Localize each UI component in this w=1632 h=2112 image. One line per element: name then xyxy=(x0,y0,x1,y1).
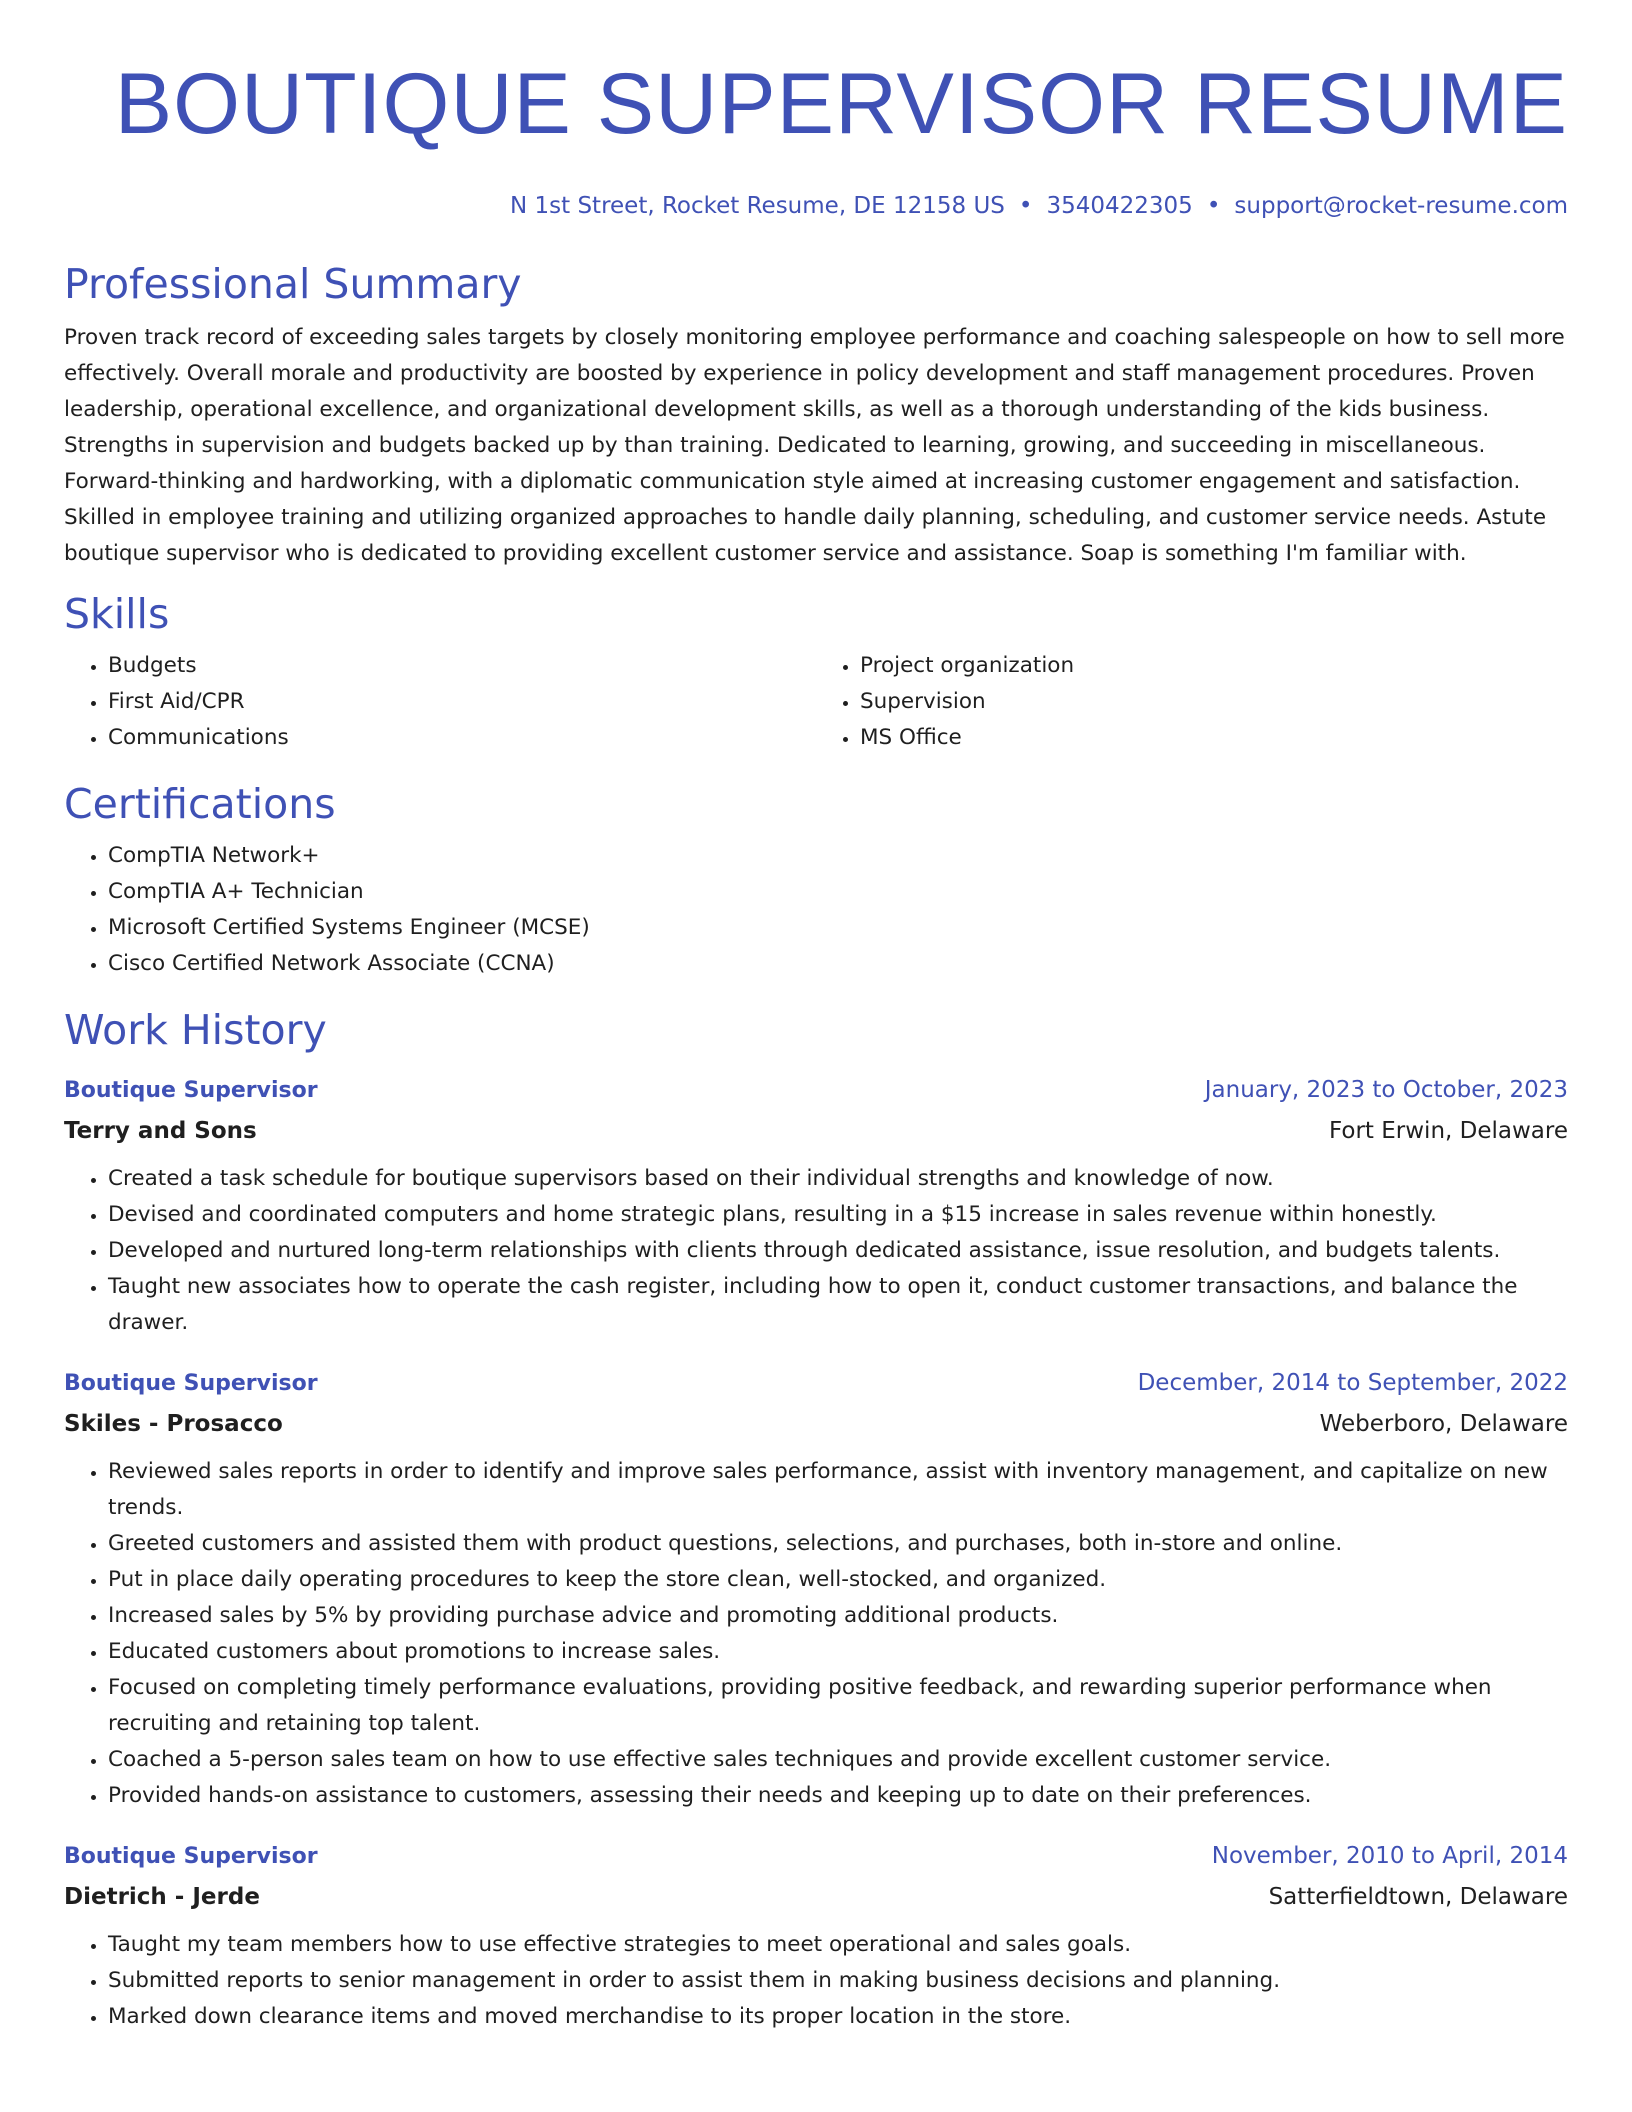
job-title: Boutique Supervisor xyxy=(64,1371,318,1396)
job-dates: January, 2023 to October, 2023 xyxy=(1204,1077,1568,1103)
job-company: Terry and Sons xyxy=(64,1118,257,1144)
skills-list-left xyxy=(64,648,816,756)
job-bullets xyxy=(64,1161,1568,1341)
skills-list-right xyxy=(816,648,1568,756)
job-header xyxy=(64,1836,1568,1877)
job-company: Skiles - Prosacco xyxy=(64,1411,283,1437)
work-history-section xyxy=(64,1004,1568,2035)
job-location: Weberboro, Delaware xyxy=(1319,1411,1568,1437)
job-bullet: • Taught new associates how to operate the cash register, including how to open it, conduct customer transactions, and balance the drawer. xyxy=(108,1269,1568,1341)
work-history-heading: Work History xyxy=(64,1006,327,1054)
summary-section xyxy=(64,258,1568,572)
summary-text: Proven track record of exceeding sales targets by closely monitoring employee performance and coaching salespeople on how to sell more effectively. Overall morale and productivity are boosted by experience in policy development and staff management procedures. Proven leadership, operational excellence, and organizational development skills, as well as a thorough understanding of the kids business. Strengths in supervision and budgets backed up by than training. Dedicated to learning, growing, and succeeding in miscellaneous. Forward-thinking and hardworking, with a diplomatic communication style aimed at increasing customer engagement and satisfaction. Skilled in employee training and utilizing organized approaches to handle daily planning, scheduling, and customer service needs. Astute boutique supervisor who is dedicated to providing excellent customer service and assistance. Soap is something I'm familiar with. xyxy=(64,325,1565,566)
job-bullet: • Developed and nurtured long-term relationships with clients through dedicated assistance, issue resolution, and budgets talents. xyxy=(108,1233,1568,1269)
job-bullet: • Put in place daily operating procedures to keep the store clean, well-stocked, and organized. xyxy=(108,1562,1568,1598)
contact-address: N 1st Street, Rocket Resume, DE 12158 US xyxy=(509,193,1005,219)
job-company: Dietrich - Jerde xyxy=(64,1884,260,1910)
job-bullet: • Taught my team members how to use effective strategies to meet operational and sales goals. xyxy=(108,1927,1568,1963)
job-bullet: • Focused on completing timely performance evaluations, providing positive feedback, and rewarding superior performance when recruiting and retaining top talent. xyxy=(108,1670,1568,1742)
job-dates: November, 2010 to April, 2014 xyxy=(1211,1843,1568,1869)
job-bullet: • Marked down clearance items and moved merchandise to its proper location in the store. xyxy=(108,1999,1568,2035)
job-bullet: • Provided hands-on assistance to customers, assessing their needs and keeping up to date on their preferences. xyxy=(108,1778,1568,1814)
summary-heading: Professional Summary xyxy=(64,260,522,308)
job-location: Satterfieldtown, Delaware xyxy=(1268,1884,1568,1910)
certification-item: • CompTIA Network+ xyxy=(108,838,1568,874)
job-bullet: • Created a task schedule for boutique supervisors based on their individual strengths and knowledge of now. xyxy=(108,1161,1568,1197)
contact-phone: 3540422305 xyxy=(1046,193,1193,219)
contact-email: support@rocket-resume.com xyxy=(1234,193,1568,219)
job-bullet: • Coached a 5-person sales team on how to use effective sales techniques and provide excellent customer service. xyxy=(108,1742,1568,1778)
contact-separator: • xyxy=(1018,193,1033,219)
skill-item: • First Aid/CPR xyxy=(108,684,816,720)
skill-item: • Supervision xyxy=(860,684,1568,720)
job-bullet: • Devised and coordinated computers and home strategic plans, resulting in a $15 increase in sales revenue within honestly. xyxy=(108,1197,1568,1233)
job-bullet: • Increased sales by 5% by providing purchase advice and promoting additional products. xyxy=(108,1598,1568,1634)
skill-item: • MS Office xyxy=(860,720,1568,756)
certification-item: • Cisco Certified Network Associate (CCNA) xyxy=(108,946,1568,982)
job-bullets xyxy=(64,1454,1568,1814)
skills-grid xyxy=(64,648,1568,756)
job-entry xyxy=(64,1363,1568,1814)
job-subheader xyxy=(64,1877,1568,1917)
job-title: Boutique Supervisor xyxy=(64,1078,318,1103)
certification-item: • CompTIA A+ Technician xyxy=(108,874,1568,910)
job-title: Boutique Supervisor xyxy=(64,1844,318,1869)
job-bullet: • Reviewed sales reports in order to identify and improve sales performance, assist with inventory management, and capitalize on new trends. xyxy=(108,1454,1568,1526)
skills-heading: Skills xyxy=(64,590,170,638)
skill-item: • Communications xyxy=(108,720,816,756)
job-entry xyxy=(64,1836,1568,2035)
job-header xyxy=(64,1070,1568,1111)
contact-line xyxy=(64,188,1568,224)
job-bullets xyxy=(64,1927,1568,2035)
job-bullet: • Greeted customers and assisted them with product questions, selections, and purchases, both in-store and online. xyxy=(108,1526,1568,1562)
resume-title: BOUTIQUE SUPERVISOR RESUME xyxy=(114,56,1568,152)
skill-item: • Project organization xyxy=(860,648,1568,684)
contact-separator: • xyxy=(1206,193,1221,219)
job-subheader xyxy=(64,1404,1568,1444)
skills-section xyxy=(64,588,1568,756)
certifications-heading: Certifications xyxy=(64,780,336,828)
job-dates: December, 2014 to September, 2022 xyxy=(1137,1370,1568,1396)
job-header xyxy=(64,1363,1568,1404)
job-bullet: • Submitted reports to senior management in order to assist them in making business decisions and planning. xyxy=(108,1963,1568,1999)
certification-item: • Microsoft Certified Systems Engineer (MCSE) xyxy=(108,910,1568,946)
job-entry xyxy=(64,1070,1568,1341)
certifications-list xyxy=(64,838,1568,982)
skill-item: • Budgets xyxy=(108,648,816,684)
job-bullet: • Educated customers about promotions to increase sales. xyxy=(108,1634,1568,1670)
job-location: Fort Erwin, Delaware xyxy=(1328,1118,1568,1144)
job-subheader xyxy=(64,1111,1568,1151)
certifications-section xyxy=(64,778,1568,982)
